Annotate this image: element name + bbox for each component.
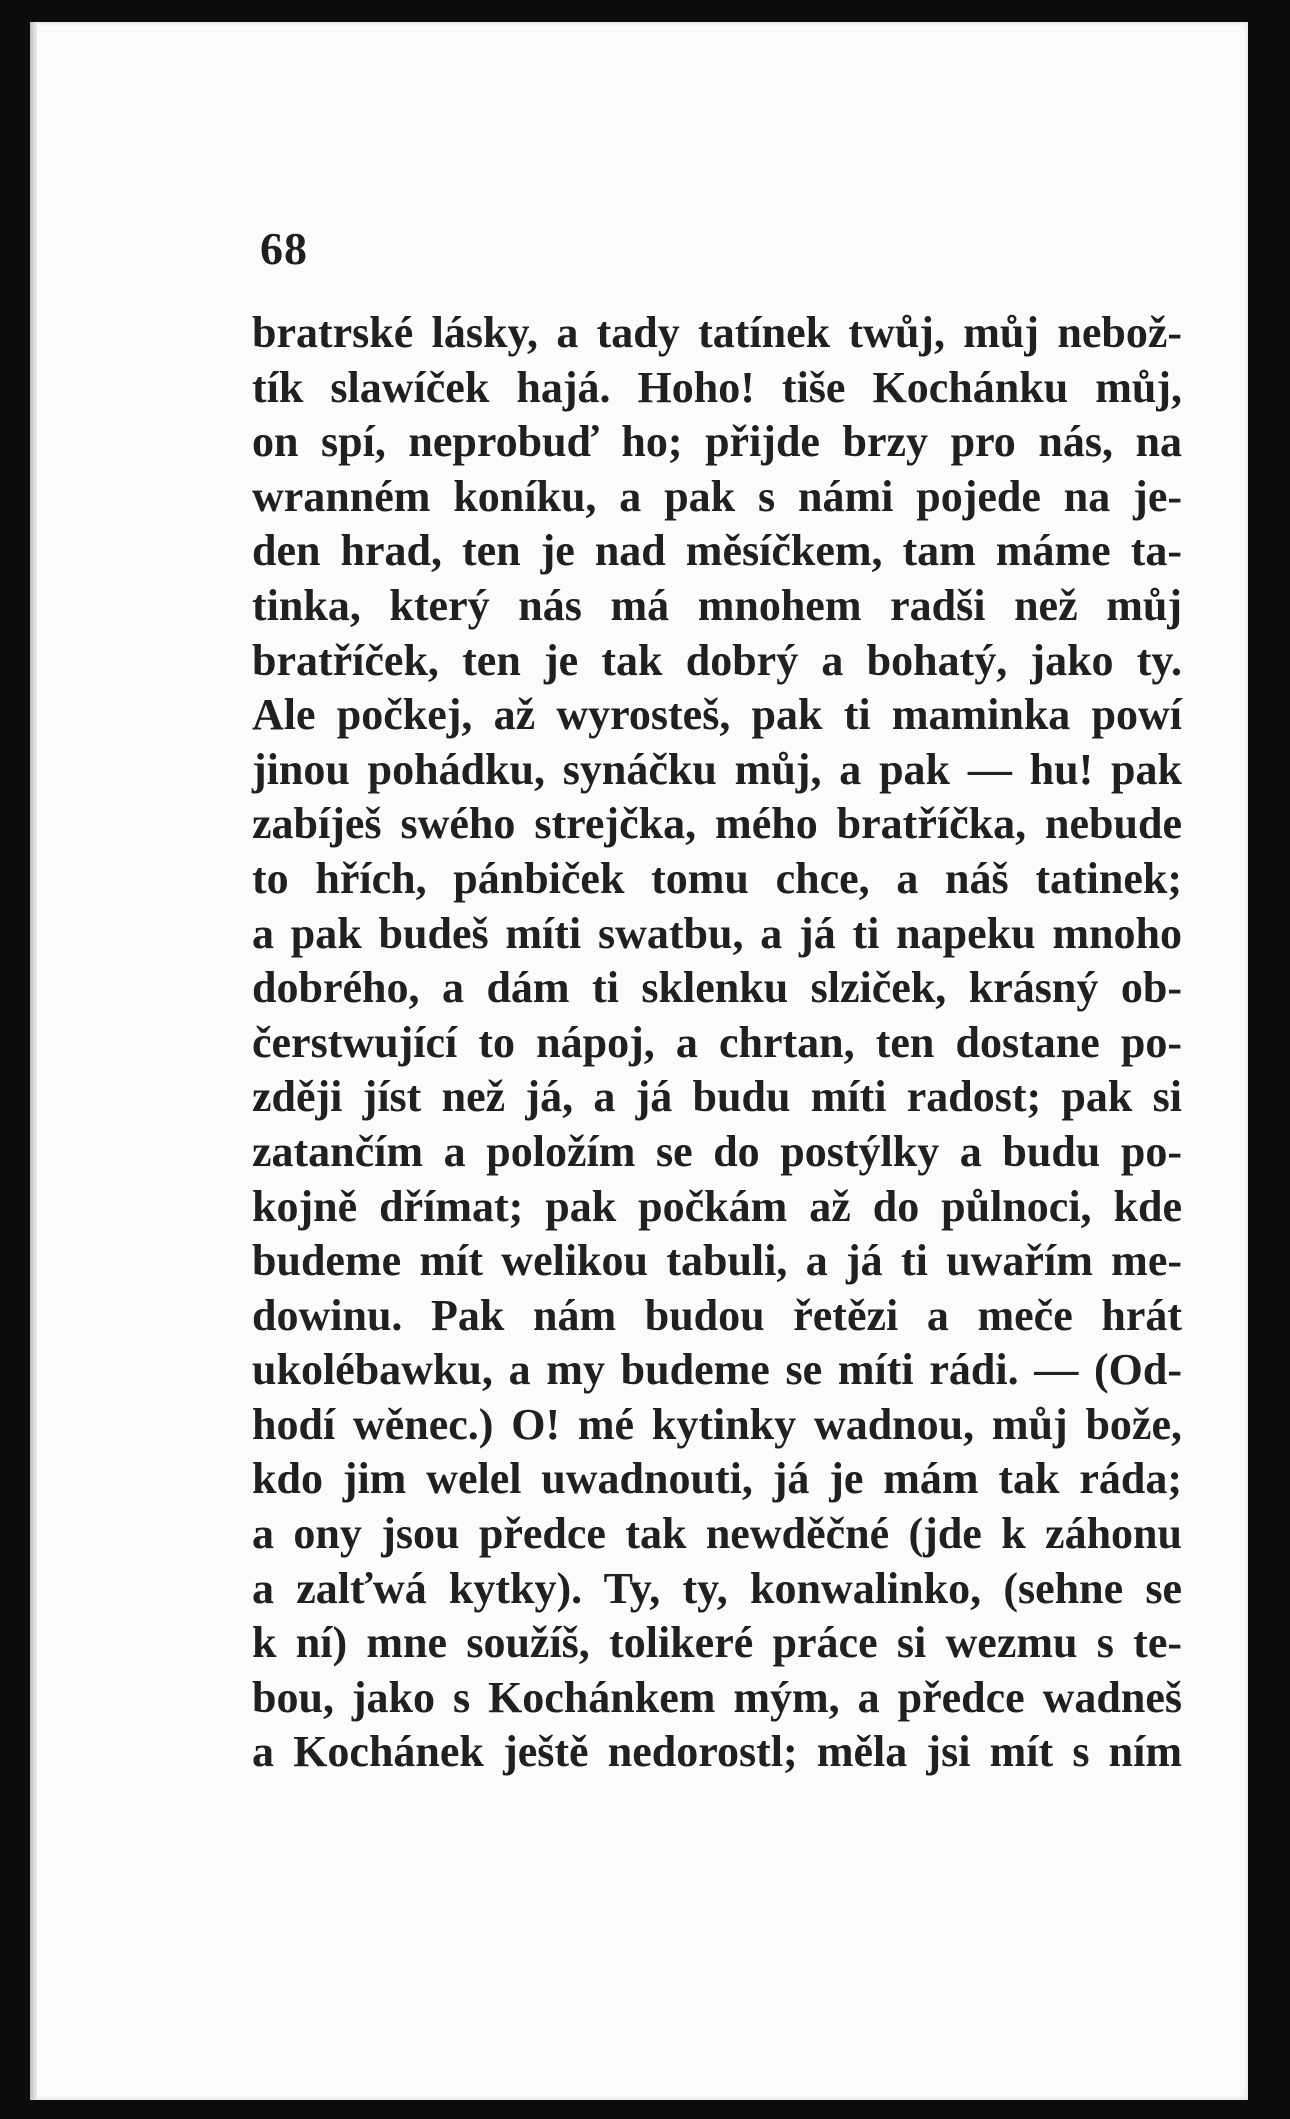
- text-line: čerstwující to nápoj, a chrtan, ten dostane po-: [252, 1017, 1182, 1067]
- text-line: kojně dřímat; pak počkám až do půlnoci, kde: [252, 1181, 1182, 1231]
- page-gutter-shadow: [30, 22, 37, 2100]
- text-line: bratříček, ten je tak dobrý a bohatý, jako ty.: [252, 635, 1182, 685]
- text-line: zabíješ swého strejčka, mého bratříčka, nebude: [252, 799, 1182, 849]
- text-line: to hřích, pánbiček tomu chce, a náš tatinek;: [252, 853, 1182, 903]
- text-line: on spí, neprobuď ho; přijde brzy pro nás, na: [252, 417, 1182, 467]
- text-line: kdo jim welel uwadnouti, já je mám tak ráda;: [252, 1454, 1182, 1504]
- text-line: dowinu. Pak nám budou řetězi a meče hrát: [252, 1290, 1182, 1340]
- body-text: [252, 306, 1182, 1780]
- text-line: a pak budeš míti swatbu, a já ti napeku mnoho: [252, 908, 1182, 958]
- text-line: dobrého, a dám ti sklenku slziček, krásný ob-: [252, 963, 1182, 1013]
- text-line: k ní) mne soužíš, tolikeré práce si wezmu s te-: [252, 1618, 1182, 1668]
- text-line: bratrské lásky, a tady tatínek twůj, můj nebož-: [252, 308, 1182, 357]
- text-line: budeme mít welikou tabuli, a já ti uwařím me-: [252, 1236, 1182, 1286]
- text-line: tík slawíček hajá. Hoho! tiše Kochánku můj,: [252, 362, 1182, 412]
- text-line: den hrad, ten je nad měsíčkem, tam máme ta-: [252, 526, 1182, 576]
- text-line: jinou pohádku, synáčku můj, a pak — hu! pak: [252, 744, 1182, 794]
- text-line: wranném koníku, a pak s námi pojede na je-: [252, 471, 1182, 521]
- text-line: ukolébawku, a my budeme se míti rádi. — (Od-: [252, 1345, 1182, 1395]
- text-line: hodí wěnec.) O! mé kytinky wadnou, můj bože,: [252, 1399, 1182, 1449]
- text-line: zatančím a položím se do postýlky a budu po-: [252, 1126, 1182, 1176]
- text-line: bou, jako s Kochánkem mým, a předce wadneš: [252, 1672, 1182, 1722]
- text-line: zději jíst než já, a já budu míti radost; pak si: [252, 1072, 1182, 1122]
- text-line: tinka, který nás má mnohem radši než můj: [252, 580, 1182, 630]
- page-number: 68: [260, 223, 308, 274]
- text-line: a ony jsou předce tak newděčné (jde k záhonu: [252, 1509, 1182, 1559]
- text-line: a zalťwá kytky). Ty, ty, konwalinko, (sehne se: [252, 1563, 1182, 1613]
- text-line: Ale počkej, až wyrosteš, pak ti maminka powí: [252, 690, 1182, 740]
- text-line: a Kochánek ještě nedorostl; měla jsi mít s ním: [252, 1727, 1182, 1777]
